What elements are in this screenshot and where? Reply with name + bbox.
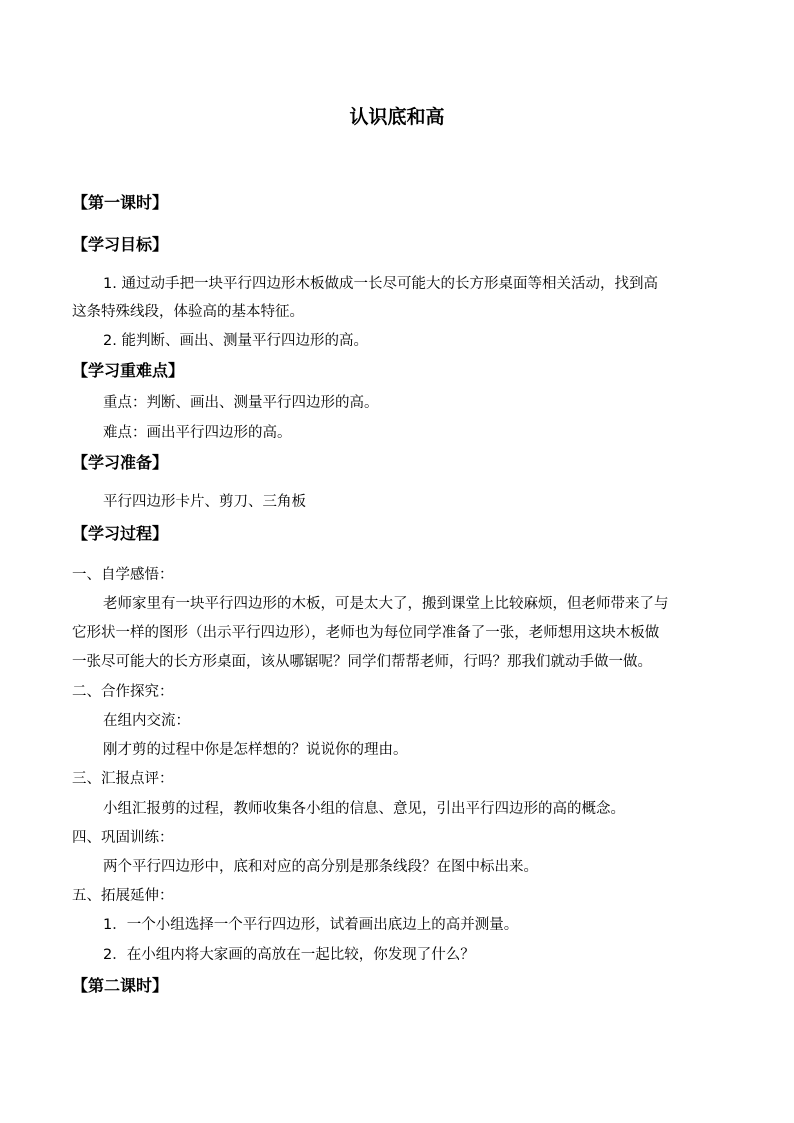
lesson1-heading: 【第一课时】 (72, 193, 169, 212)
section-1-paragraph-line-2: 它形状一样的图形（出示平行四边形），老师也为每位同学准备了一张，老师想用这块木板做 (72, 625, 660, 641)
section-4-paragraph: 两个平行四边形中，底和对应的高分别是那条线段？在图中标出来。 (103, 859, 538, 875)
process-heading: 【学习过程】 (72, 524, 169, 543)
section-1-title: 一、自学感悟： (72, 567, 174, 583)
objectives-heading: 【学习目标】 (72, 235, 169, 254)
preparation-items: 平行四边形卡片、剪刀、三角板 (103, 494, 306, 510)
section-2-paragraph-1: 在组内交流： (103, 713, 190, 729)
section-4-title: 四、巩固训练： (72, 830, 174, 846)
objective-item-1-line-1: 1. 通过动手把一块平行四边形木板做成一长尽可能大的长方形桌面等相关活动，找到高 (103, 276, 658, 292)
preparation-heading: 【学习准备】 (72, 453, 169, 472)
key-point: 重点：判断、画出、测量平行四边形的高。 (103, 395, 379, 411)
section-5-item-1: 1．一个小组选择一个平行四边形，试着画出底边上的高并测量。 (103, 917, 519, 933)
section-2-paragraph-2: 刚才剪的过程中你是怎样想的？说说你的理由。 (103, 742, 408, 758)
section-1-paragraph-line-1: 老师家里有一块平行四边形的木板，可是太大了，搬到课堂上比较麻烦，但老师带来了与 (103, 596, 669, 612)
section-5-item-2: 2．在小组内将大家画的高放在一起比较，你发现了什么？ (103, 947, 475, 963)
page-title: 认识底和高 (349, 106, 445, 128)
section-3-title: 三、汇报点评： (72, 771, 174, 787)
section-1-paragraph-line-3: 一张尽可能大的长方形桌面，该从哪锯呢？同学们帮帮老师，行吗？那我们就动手做一做。 (72, 654, 652, 670)
section-3-paragraph: 小组汇报剪的过程，教师收集各小组的信息、意见，引出平行四边形的高的概念。 (103, 801, 625, 817)
section-5-title: 五、拓展延伸： (72, 888, 174, 904)
section-2-title: 二、合作探究： (72, 684, 174, 700)
objective-item-1-line-2: 这条特殊线段，体验高的基本特征。 (72, 304, 304, 320)
lesson2-heading: 【第二课时】 (72, 976, 169, 995)
key-points-heading: 【学习重难点】 (72, 361, 185, 380)
objective-item-2: 2. 能判断、画出、测量平行四边形的高。 (103, 333, 368, 349)
difficult-point: 难点：画出平行四边形的高。 (103, 425, 292, 441)
